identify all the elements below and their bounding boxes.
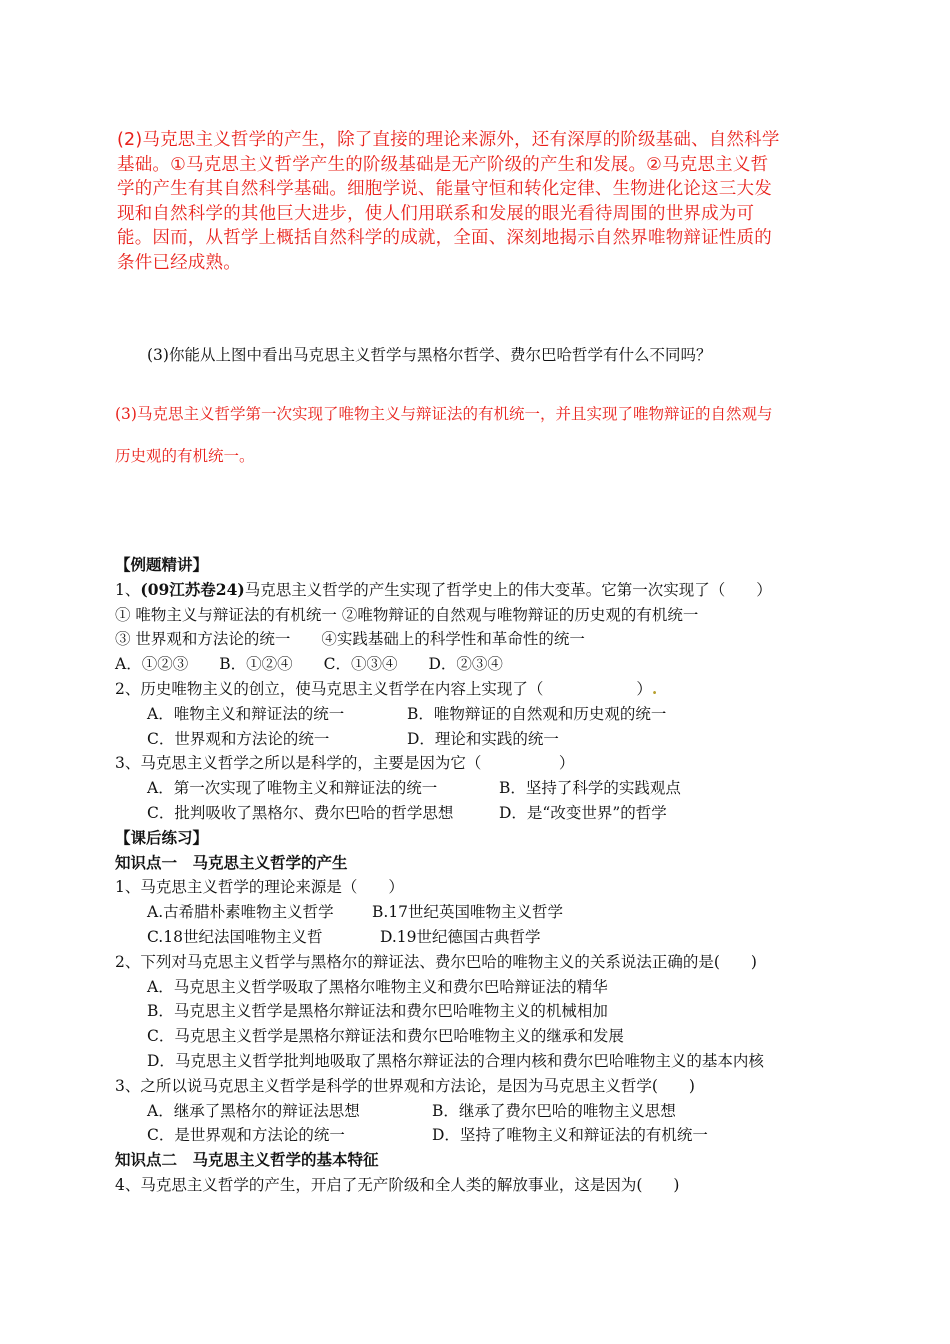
answer-line: (2)马克思主义哲学的产生，除了直接的理论来源外，还有深厚的阶级基础、自然科学 <box>117 130 780 150</box>
examples-heading: 【例题精讲】 <box>115 555 209 574</box>
example-question-2 <box>115 677 875 702</box>
option-row <box>115 1099 875 1124</box>
practice-heading: 【课后练习】 <box>115 827 209 847</box>
answer-line: 现和自然科学的其他巨大进步，使人们用联系和发展的眼光看待周围的世界成为可 <box>117 203 755 224</box>
option-c: C．是世界观和方法论的统一 <box>147 1126 345 1145</box>
option-b: B.17世纪英国唯物主义哲学 <box>372 903 564 922</box>
question-stem: 马克思主义哲学的产生实现了哲学史上的伟大变革。它第一次实现了（ ） <box>244 580 772 599</box>
option-a: A．马克思主义哲学吸取了黑格尔唯物主义和费尔巴哈辩证法的精华 <box>147 977 608 996</box>
answer-line: 能。因而，从哲学上概括自然科学的成就，全面、深刻地揭示自然界唯物辩证性质的 <box>117 228 772 248</box>
option-c: C.18世纪法国唯物主义哲 <box>147 927 323 946</box>
choice-line: A．①②③ B．①②④ C．①③④ D．②③④ <box>115 655 503 674</box>
option-b: B．马克思主义哲学是黑格尔辩证法和费尔巴哈唯物主义的机械相加 <box>147 1002 608 1021</box>
option-b: B．继承了费尔巴哈的唯物主义思想 <box>432 1101 676 1120</box>
practice-question-2: 2、下列对马克思主义哲学与黑格尔的辩证法、费尔巴哈的唯物主义的关系说法正确的是( ) <box>115 952 757 971</box>
exercise-section <box>115 553 875 1198</box>
answer-3-line-2: 历史观的有机统一。 <box>115 447 255 465</box>
option-row <box>115 1123 875 1148</box>
option-d: D．理论和实践的统一 <box>407 729 559 748</box>
option-row <box>115 925 875 950</box>
question-number: 1、 <box>115 580 141 599</box>
answer-3 <box>115 402 772 466</box>
practice-question-4: 4、马克思主义哲学的产生，开启了无产阶级和全人类的解放事业，这是因为( ) <box>115 1175 680 1194</box>
dot-mark: . <box>651 678 658 698</box>
question-3: (3)你能从上图中看出马克思主义哲学与黑格尔哲学、费尔巴哈哲学有什么不同吗？ <box>147 346 712 364</box>
option-a: A．第一次实现了唯物主义和辩证法的统一 <box>147 779 438 798</box>
answer-line: 基础。①马克思主义哲学产生的阶级基础是无产阶级的产生和发展。②马克思主义哲 <box>117 154 769 175</box>
option-b: B．坚持了科学的实践观点 <box>499 779 681 798</box>
option-line: ③ 世界观和方法论的统一 ④实践基础上的科学性和革命性的统一 <box>115 630 585 649</box>
knowledge-point-1: 知识点一 马克思主义哲学的产生 <box>115 852 348 872</box>
answer-paragraph-2 <box>117 128 797 275</box>
option-c: C．马克思主义哲学是黑格尔辩证法和费尔巴哈唯物主义的继承和发展 <box>147 1027 624 1046</box>
option-row <box>115 801 875 826</box>
option-d: D．是“改变世界”的哲学 <box>499 803 667 822</box>
example-question-1 <box>115 578 875 603</box>
option-c: C．批判吸收了黑格尔、费尔巴哈的哲学思想 <box>147 803 454 822</box>
option-b: B．唯物辩证的自然观和历史观的统一 <box>407 704 667 723</box>
practice-question-3: 3、之所以说马克思主义哲学是科学的世界观和方法论，是因为马克思主义哲学( ) <box>115 1076 695 1095</box>
answer-line: 条件已经成熟。 <box>117 252 241 273</box>
option-a: A．唯物主义和辩证法的统一 <box>147 704 345 723</box>
option-row <box>115 727 875 752</box>
option-row <box>115 776 875 801</box>
option-d: D．马克思主义哲学批判地吸取了黑格尔辩证法的合理内核和费尔巴哈唯物主义的基本内核 <box>147 1051 764 1070</box>
option-a: A.古希腊朴素唯物主义哲学 <box>147 903 334 922</box>
knowledge-point-2: 知识点二 马克思主义哲学的基本特征 <box>115 1150 379 1170</box>
answer-3-line-1: (3)马克思主义哲学第一次实现了唯物主义与辩证法的有机统一，并且实现了唯物辩证的自然观与 <box>115 405 773 423</box>
option-d: D．坚持了唯物主义和辩证法的有机统一 <box>432 1126 708 1145</box>
question-stem: 2、历史唯物主义的创立，使马克思主义哲学在内容上实现了（ ） <box>115 679 652 698</box>
answer-line: 学的产生有其自然科学基础。细胞学说、能量守恒和转化定律、生物进化论这三大发 <box>117 179 772 199</box>
practice-question-1: 1、马克思主义哲学的理论来源是（ ） <box>115 878 404 897</box>
option-line: ① 唯物主义与辩证法的有机统一 ②唯物辩证的自然观与唯物辩证的历史观的有机统一 <box>115 605 699 624</box>
example-question-3: 3、马克思主义哲学之所以是科学的，主要是因为它（ ） <box>115 754 575 773</box>
option-row <box>115 900 875 925</box>
option-row <box>115 702 875 727</box>
option-d: D.19世纪德国古典哲学 <box>380 927 541 946</box>
option-a: A．继承了黑格尔的辩证法思想 <box>147 1101 360 1120</box>
question-source: (09江苏卷24) <box>140 579 245 599</box>
option-c: C．世界观和方法论的统一 <box>147 729 330 748</box>
